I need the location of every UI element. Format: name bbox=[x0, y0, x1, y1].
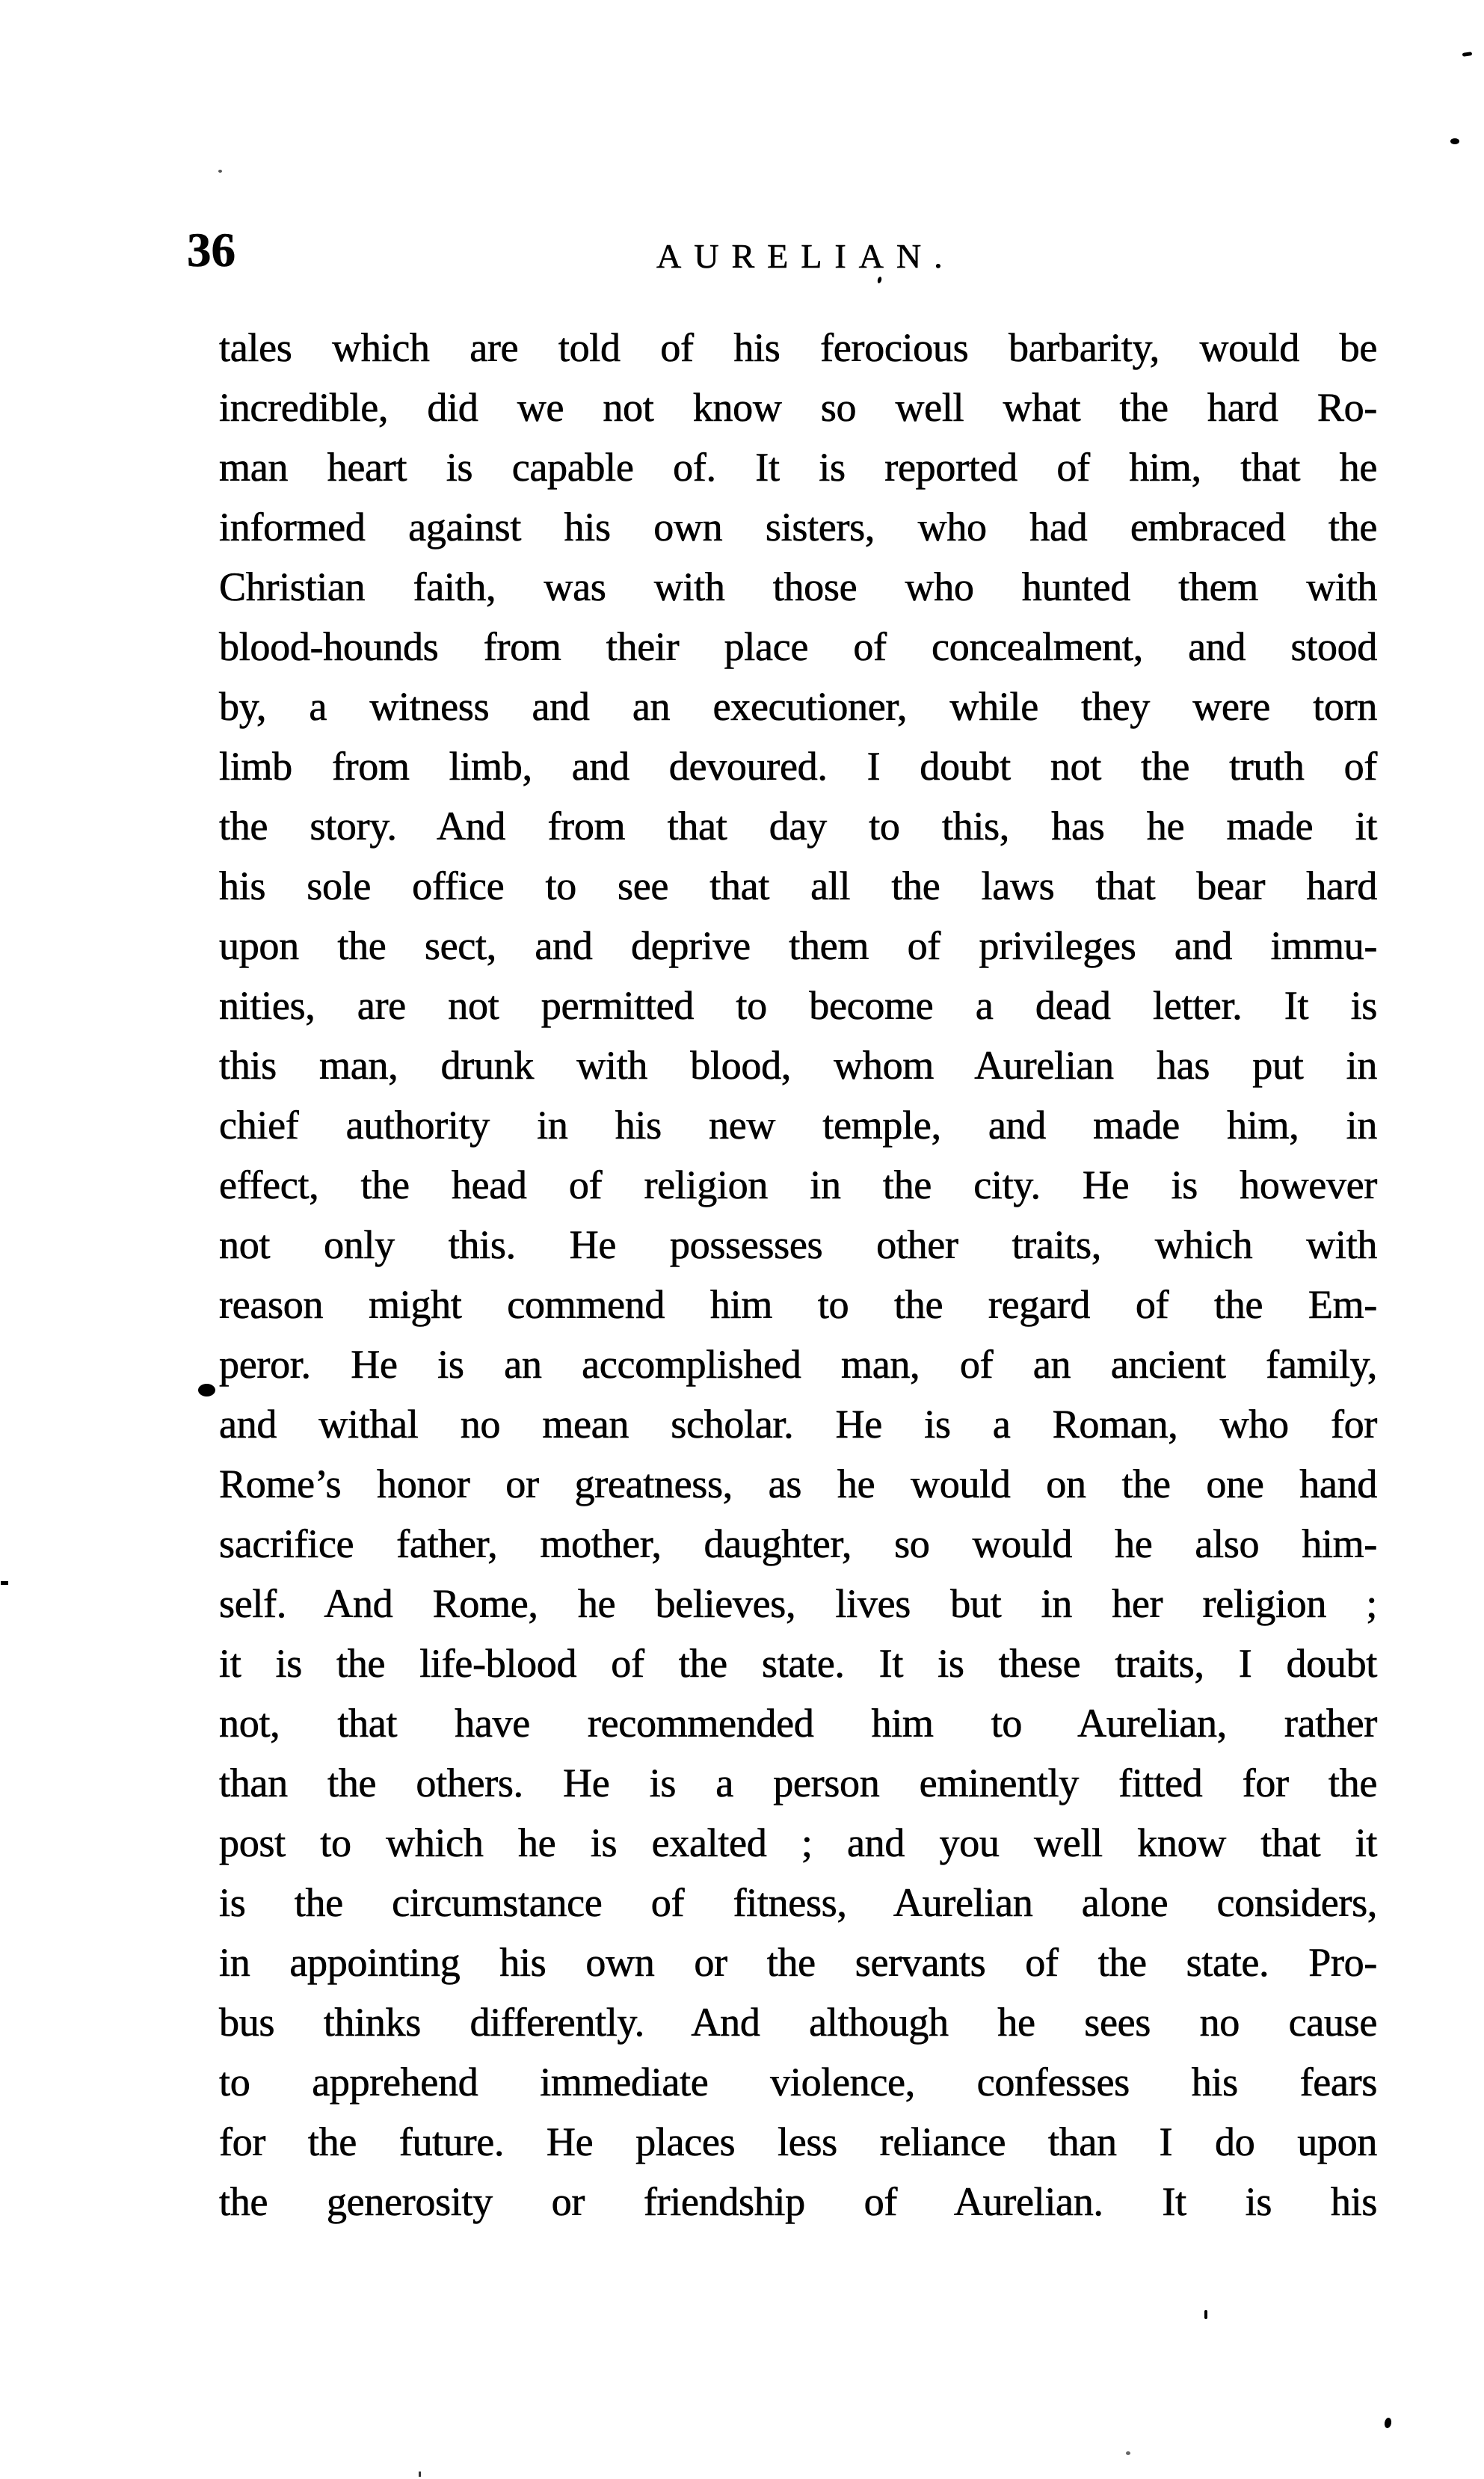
text-line: limb from limb, and devoured. I doubt not the truth of bbox=[219, 744, 1377, 789]
text-line: and withal no mean scholar. He is a Roman, who for bbox=[219, 1402, 1377, 1447]
text-line: in appointing his own or the servants of the state. Pro- bbox=[219, 1940, 1377, 1985]
scan-speck bbox=[419, 2472, 421, 2477]
text-line: sacrifice father, mother, daughter, so would he also him- bbox=[219, 1521, 1377, 1566]
margin-ink-blot bbox=[198, 1384, 215, 1396]
scan-speck bbox=[877, 277, 882, 284]
text-line: the generosity or friendship of Aurelian. It is his bbox=[219, 2179, 1377, 2224]
scan-speck bbox=[1384, 2417, 1392, 2428]
scan-speck bbox=[218, 170, 222, 173]
text-line: effect, the head of religion in the city. He is however bbox=[219, 1162, 1377, 1207]
text-line: nities, are not permitted to become a dead letter. It is bbox=[219, 983, 1377, 1028]
scan-speck bbox=[1462, 52, 1473, 57]
text-line: this man, drunk with blood, whom Aurelian has put in bbox=[219, 1043, 1377, 1088]
text-line: not, that have recommended him to Aurelian, rather bbox=[219, 1701, 1377, 1746]
text-line: self. And Rome, he believes, lives but in her religion ; bbox=[219, 1581, 1377, 1626]
text-line: than the others. He is a person eminently fitted for the bbox=[219, 1761, 1377, 1805]
text-line: his sole office to see that all the laws that bear hard bbox=[219, 863, 1377, 908]
text-line: it is the life-blood of the state. It is these traits, I doubt bbox=[219, 1641, 1377, 1686]
scan-speck bbox=[1, 1581, 8, 1585]
text-line: tales which are told of his ferocious barbarity, would be bbox=[219, 325, 1377, 370]
text-line: blood-hounds from their place of concealment, and stood bbox=[219, 624, 1377, 669]
running-header: AURELIAN. bbox=[656, 237, 955, 275]
text-line: by, a witness and an executioner, while they were torn bbox=[219, 684, 1377, 729]
text-line: chief authority in his new temple, and made him, in bbox=[219, 1103, 1377, 1148]
page-number: 36 bbox=[187, 224, 235, 277]
text-line: upon the sect, and deprive them of privileges and immu- bbox=[219, 923, 1377, 968]
scan-speck bbox=[1450, 138, 1459, 144]
scan-speck bbox=[1126, 2451, 1130, 2455]
text-line: peror. He is an accomplished man, of an ancient family, bbox=[219, 1342, 1377, 1387]
text-line: informed against his own sisters, who had embraced the bbox=[219, 505, 1377, 549]
body-text bbox=[219, 318, 1377, 2232]
scan-speck bbox=[1204, 2310, 1207, 2319]
text-line: incredible, did we not know so well what the hard Ro- bbox=[219, 385, 1377, 430]
text-line: to apprehend immediate violence, confesses his fears bbox=[219, 2060, 1377, 2104]
text-line: for the future. He places less reliance than I do upon bbox=[219, 2119, 1377, 2164]
text-line: post to which he is exalted ; and you well know that it bbox=[219, 1820, 1377, 1865]
text-line: Christian faith, was with those who hunted them with bbox=[219, 564, 1377, 609]
text-line: is the circumstance of fitness, Aurelian alone considers, bbox=[219, 1880, 1377, 1925]
text-line: bus thinks differently. And although he sees no cause bbox=[219, 2000, 1377, 2045]
text-line: reason might commend him to the regard of the Em- bbox=[219, 1282, 1377, 1327]
text-line: man heart is capable of. It is reported of him, that he bbox=[219, 445, 1377, 490]
text-line: Rome’s honor or greatness, as he would on the one hand bbox=[219, 1462, 1377, 1506]
text-line: not only this. He possesses other traits, which with bbox=[219, 1222, 1377, 1267]
text-line: the story. And from that day to this, has he made it bbox=[219, 804, 1377, 849]
